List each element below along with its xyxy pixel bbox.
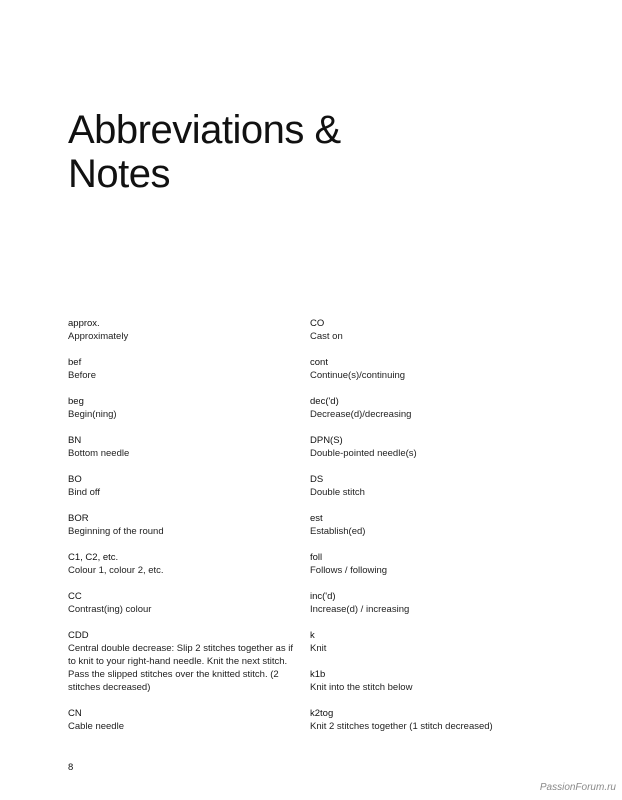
abbreviation-term: est <box>310 513 323 524</box>
abbreviation-term: CDD <box>68 630 89 641</box>
abbreviation-definition: Cast on <box>310 331 343 342</box>
abbreviation-term: BOR <box>68 513 89 524</box>
abbreviation-term: k <box>310 630 315 641</box>
abbreviation-entry <box>310 551 560 577</box>
abbreviation-entry <box>68 551 300 577</box>
abbreviation-term: k2tog <box>310 708 334 719</box>
abbreviation-entry <box>68 434 300 460</box>
abbreviation-definition: Cable needle <box>68 721 124 732</box>
page-title-line-1: Abbreviations & <box>68 108 341 152</box>
abbreviations-left-column <box>68 317 300 746</box>
abbreviation-term: BN <box>68 435 82 446</box>
abbreviation-entry <box>310 317 560 343</box>
abbreviation-term: bef <box>68 357 82 368</box>
abbreviation-entry <box>310 473 560 499</box>
abbreviation-entry <box>68 629 300 694</box>
abbreviation-definition: Knit <box>310 643 327 654</box>
watermark: PassionForum.ru <box>539 782 616 793</box>
abbreviation-term: approx. <box>68 318 100 329</box>
abbreviation-definition: Double stitch <box>310 487 365 498</box>
abbreviation-entry <box>68 512 300 538</box>
page-title-line-2: Notes <box>68 152 170 196</box>
abbreviation-definition: Bottom needle <box>68 448 130 459</box>
abbreviation-definition: Beginning of the round <box>68 526 164 537</box>
abbreviation-definition: Continue(s)/continuing <box>310 370 406 381</box>
abbreviation-definition: Decrease(d)/decreasing <box>310 409 412 420</box>
abbreviation-definition: Before <box>68 370 96 381</box>
abbreviation-definition: Begin(ning) <box>68 409 117 420</box>
abbreviation-definition: Bind off <box>68 487 101 498</box>
abbreviation-term: BO <box>68 474 82 485</box>
abbreviation-definition: Contrast(ing) colour <box>68 604 152 615</box>
abbreviation-definition: Follows / following <box>310 565 388 576</box>
abbreviation-term: inc('d) <box>310 591 336 602</box>
abbreviation-term: CC <box>68 591 82 602</box>
abbreviation-definition: Central double decrease: Slip 2 stitches together as if to knit to your right-hand needle. Knit the next stitch. Pass the slipped stitches over the knitted stitch. (2 stitches decreased) <box>68 643 293 693</box>
abbreviations-right-column <box>310 317 560 746</box>
abbreviation-definition: Knit 2 stitches together (1 stitch decreased) <box>310 721 493 732</box>
abbreviation-term: CO <box>310 318 325 329</box>
abbreviation-term: k1b <box>310 669 326 680</box>
page-title <box>68 108 488 196</box>
abbreviation-definition: Knit into the stitch below <box>310 682 413 693</box>
abbreviation-definition: Increase(d) / increasing <box>310 604 410 615</box>
abbreviation-term: foll <box>310 552 323 563</box>
abbreviation-entry <box>68 395 300 421</box>
abbreviation-entry <box>310 707 560 733</box>
abbreviation-definition: Establish(ed) <box>310 526 366 537</box>
abbreviation-entry <box>68 317 300 343</box>
abbreviation-entry <box>68 356 300 382</box>
abbreviation-entry <box>310 356 560 382</box>
abbreviation-definition: Double-pointed needle(s) <box>310 448 417 459</box>
abbreviation-entry <box>68 590 300 616</box>
abbreviation-term: DPN(S) <box>310 435 343 446</box>
abbreviation-definition: Approximately <box>68 331 129 342</box>
abbreviation-term: cont <box>310 357 328 368</box>
abbreviation-term: beg <box>68 396 84 407</box>
abbreviation-term: DS <box>310 474 324 485</box>
abbreviation-entry <box>68 707 300 733</box>
abbreviation-entry <box>310 512 560 538</box>
abbreviation-term: CN <box>68 708 82 719</box>
abbreviation-term: C1, C2, etc. <box>68 552 119 563</box>
page-number: 8 <box>68 762 74 773</box>
abbreviation-entry <box>310 590 560 616</box>
abbreviation-entry <box>310 434 560 460</box>
abbreviation-entry <box>310 668 560 694</box>
abbreviation-entry <box>310 395 560 421</box>
abbreviation-entry <box>310 629 560 655</box>
abbreviation-entry <box>68 473 300 499</box>
abbreviation-definition: Colour 1, colour 2, etc. <box>68 565 164 576</box>
abbreviation-term: dec('d) <box>310 396 339 407</box>
